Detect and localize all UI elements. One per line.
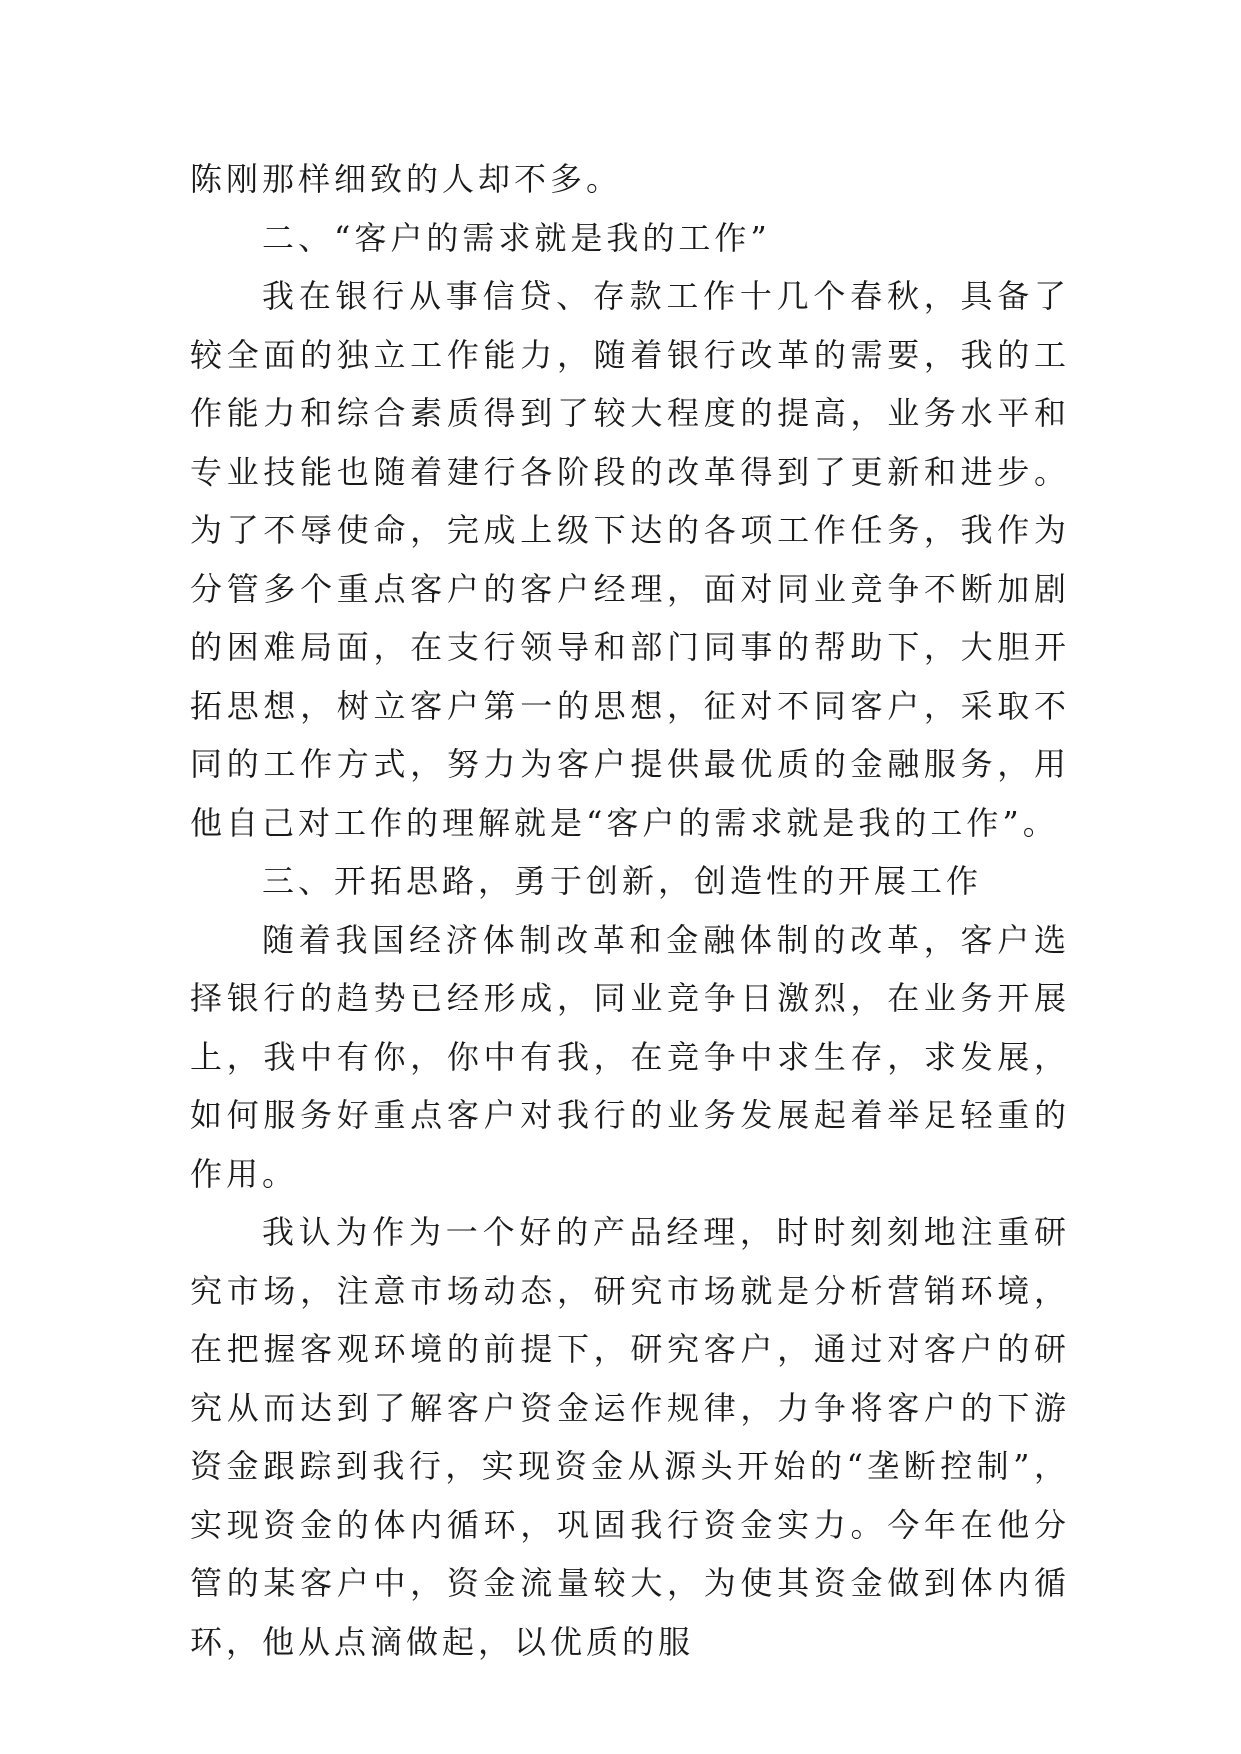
paragraph-continuation: 陈刚那样细致的人却不多。: [190, 160, 623, 198]
document-body: [190, 150, 1070, 1671]
paragraph: 随着我国经济体制改革和金融体制的改革，客户选择银行的趋势已经形成，同业竞争日激烈，在业务开展上，我中有你，你中有我，在竞争中求生存，求发展，如何服务好重点客户对我行的业务发展起着举足轻重的作用。: [190, 920, 1070, 1193]
paragraph: 我在银行从事信贷、存款工作十几个春秋，具备了较全面的独立工作能力，随着银行改革的需要，我的工作能力和综合素质得到了较大程度的提高，业务水平和专业技能也随着建行各阶段的改革得到了更新和进步。为了不辱使命，完成上级下达的各项工作任务，我作为分管多个重点客户的客户经理，面对同业竞争不断加剧的困难局面，在支行领导和部门同事的帮助下，大胆开拓思想，树立客户第一的思想，征对不同客户，采取不同的工作方式，努力为客户提供最优质的金融服务，用他自己对工作的理解就是“客户的需求就是我的工作”。: [190, 277, 1070, 842]
section-heading-3: 三、开拓思路，勇于创新，创造性的开展工作: [262, 862, 983, 900]
paragraph: 我认为作为一个好的产品经理，时时刻刻地注重研究市场，注意市场动态，研究市场就是分析营销环境，在把握客观环境的前提下，研究客户，通过对客户的研究从而达到了解客户资金运作规律，力争将客户的下游资金跟踪到我行，实现资金从源头开始的“垄断控制”，实现资金的体内循环，巩固我行资金实力。今年在他分管的某客户中，资金流量较大，为使其资金做到体内循环，他从点滴做起，以优质的服: [190, 1213, 1070, 1661]
section-heading-2: 二、“客户的需求就是我的工作”: [262, 218, 771, 257]
